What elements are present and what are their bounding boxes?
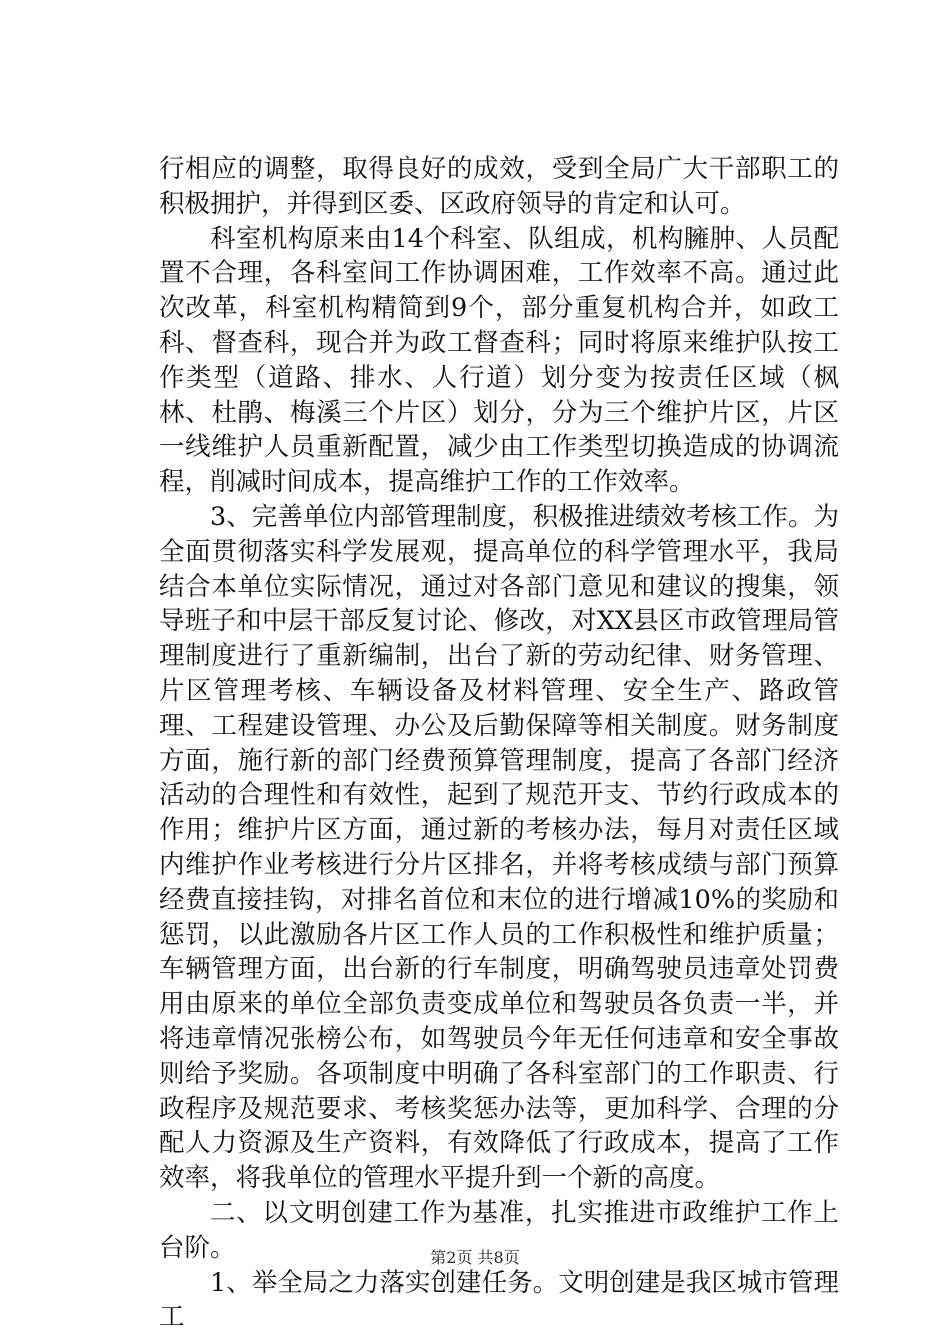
paragraph-department-restructure: 科室机构原来由14个科室、队组成，机构臃肿、人员配置不合理，各科室间工作协调困难，工作效率不高。通过此次改革，科室机构精简到9个，部分重复机构合并，如政工科、督查科，现合并为政工督查科；同时将原来维护队按工作类型（道路、排水、人行道）划分变为按责任区域（枫林、杜鹃、梅溪三个片区）划分，分为三个维护片区，片区一线维护人员重新配置，减少由工作类型切换造成的协调流程，削减时间成本，提高维护工作的工作效率。 [159,223,839,498]
section-heading-civilization: 二、以文明创建工作为基准，扎实推进市政维护工作上台阶。 [159,1197,839,1263]
paragraph-management-system: 3、完善单位内部管理制度，积极推进绩效考核工作。为全面贯彻落实科学发展观，提高单位的科学管理水平，我局结合本单位实际情况，通过对各部门意见和建议的搜集，领导班子和中层干部反复讨论、修改，对XX县区市政管理局管理制度进行了重新编制，出台了新的劳动纪律、财务管理、片区管理考核、车辆设备及材料管理、安全生产、路政管理、工程建设管理、办公及后勤保障等相关制度。财务制度方面，施行新的部门经费预算管理制度，提高了各部门经济活动的合理性和有效性，起到了规范开支、节约行政成本的作用；维护片区方面，通过新的考核办法，每月对责任区域内维护作业考核进行分片区排名，并将考核成绩与部门预算经费直接挂钩，对排名首位和末位的进行增减10%的奖励和惩罚，以此激励各片区工作人员的工作积极性和维护质量；车辆管理方面，出台新的行车制度，明确驾驶员违章处罚费用由原来的单位全部负责变成单位和驾驶员各负责一半，并将违章情况张榜公布，如驾驶员今年无任何违章和安全事故则给予奖励。各项制度中明确了各科室部门的工作职责、行政程序及规范要求、考核奖惩办法等，更加科学、合理的分配人力资源及生产资料，有效降低了行政成本，提高了工作效率，将我单位的管理水平提升到一个新的高度。 [159,501,839,1194]
page-footer: 第2页 共8页 [430,1248,520,1267]
paragraph-creation-task: 1、举全局之力落实创建任务。文明创建是我区城市管理工 [159,1267,839,1333]
paragraph-continuation: 行相应的调整，取得良好的成效，受到全局广大干部职工的积极拥护，并得到区委、区政府领导的肯定和认可。 [159,154,839,219]
document-body [159,152,839,1335]
